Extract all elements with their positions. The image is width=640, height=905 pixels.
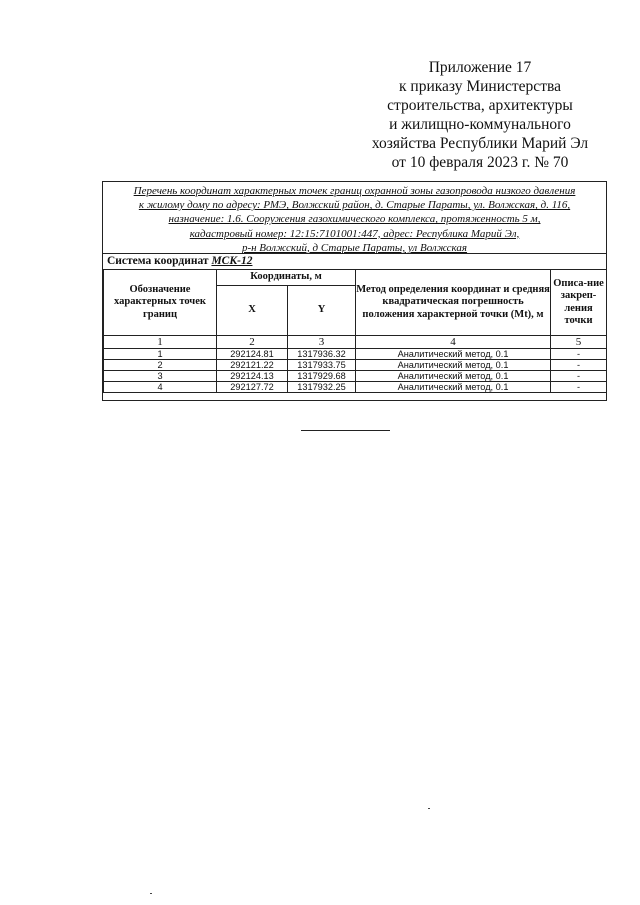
- header-y: Y: [288, 286, 356, 336]
- cell-point: 4: [104, 382, 217, 393]
- caption-line: к жилому дому по адресу: РМЭ, Волжский район, д. Старые Параты, ул. Волжская, д. 116,: [138, 199, 571, 212]
- table-row: [104, 349, 607, 360]
- cell-method: Аналитический метод, 0.1: [356, 349, 551, 360]
- caption-line: кадастровый номер: 12:15:7101001:447, адрес: Республика Марий Эл,: [189, 227, 520, 240]
- header-description: Описа-ние закреп-ления точки: [551, 270, 607, 336]
- table-row: [104, 371, 607, 382]
- appendix-block: [330, 58, 630, 172]
- header-point: Обозначение характерных точек границ: [104, 270, 217, 336]
- caption-line: Перечень координат характерных точек границ охранной зоны газопровода низкого давления: [133, 185, 576, 197]
- cell-description: -: [551, 360, 607, 371]
- cell-method: Аналитический метод, 0.1: [356, 371, 551, 382]
- cell-point: 1: [104, 349, 217, 360]
- cell-x: 292124.81: [217, 349, 288, 360]
- table-row: [104, 360, 607, 371]
- appendix-line: к приказу Министерства: [399, 78, 561, 95]
- cell-method: Аналитический метод, 0.1: [356, 382, 551, 393]
- coordinates-table: [103, 269, 607, 393]
- table-row: [104, 382, 607, 393]
- cell-method: Аналитический метод, 0.1: [356, 360, 551, 371]
- header-coordinates: Координаты, м: [217, 270, 356, 286]
- scan-speck: [428, 808, 430, 809]
- appendix-line: и жилищно-коммунального: [389, 116, 571, 133]
- column-number: 5: [551, 336, 607, 349]
- coordinate-system: [107, 255, 252, 267]
- column-number: 3: [288, 336, 356, 349]
- cell-x: 292124.13: [217, 371, 288, 382]
- appendix-line: хозяйства Республики Марий Эл: [371, 135, 589, 152]
- header-method: Метод определения координат и средняя квадратическая погрешность положения характерной точки (Mt), м: [356, 270, 551, 336]
- cell-point: 2: [104, 360, 217, 371]
- caption-line: назначение: 1.6. Сооружения газохимического комплекса, протяженность 5 м,: [168, 213, 541, 226]
- appendix-line: строительства, архитектуры: [387, 97, 573, 114]
- cell-description: -: [551, 371, 607, 382]
- coordinate-system-label: Система координат: [107, 255, 209, 267]
- column-number: 4: [356, 336, 551, 349]
- caption-line: р-н Волжский, д Старые Параты, ул Волжская: [241, 241, 468, 254]
- cell-description: -: [551, 349, 607, 360]
- cell-y: 1317932.25: [288, 382, 356, 393]
- coordinate-system-value: МСК-12: [211, 255, 253, 267]
- cell-y: 1317929.68: [288, 371, 356, 382]
- appendix-line: Приложение 17: [428, 59, 532, 76]
- cell-description: -: [551, 382, 607, 393]
- cell-x: 292127.72: [217, 382, 288, 393]
- appendix-line: от 10 февраля 2023 г. № 70: [391, 154, 569, 171]
- column-number: 2: [217, 336, 288, 349]
- end-rule: [301, 430, 390, 431]
- cell-y: 1317936.32: [288, 349, 356, 360]
- coordinates-frame: [102, 181, 607, 401]
- table-caption: [103, 182, 606, 254]
- cell-x: 292121.22: [217, 360, 288, 371]
- cell-y: 1317933.75: [288, 360, 356, 371]
- column-number: 1: [104, 336, 217, 349]
- header-x: X: [217, 286, 288, 336]
- scan-speck: [150, 893, 152, 894]
- cell-point: 3: [104, 371, 217, 382]
